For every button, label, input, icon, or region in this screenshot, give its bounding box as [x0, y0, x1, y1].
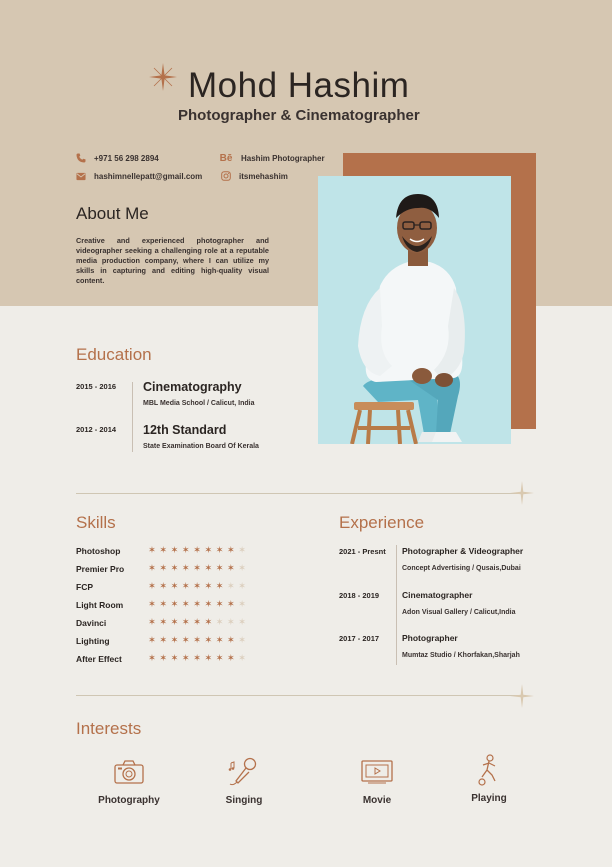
skill-rating [148, 564, 246, 574]
star-empty-icon: ✶ [238, 563, 247, 574]
experience-years: 2017 - 2017 [339, 634, 380, 643]
star-filled-icon: ✶ [193, 653, 202, 664]
star-filled-icon: ✶ [170, 635, 179, 646]
experience-heading: Experience [339, 513, 425, 532]
star-filled-icon: ✶ [181, 581, 190, 592]
education-place: MBL Media School / Calicut, India [143, 400, 255, 407]
star-empty-icon: ✶ [238, 635, 247, 646]
star-filled-icon: ✶ [170, 599, 179, 610]
experience-place: Adon Visual Gallery / Calicut,India [402, 609, 516, 616]
contact-instagram[interactable] [221, 171, 288, 181]
star-filled-icon: ✶ [226, 545, 235, 556]
education-place: State Examination Board Of Kerala [143, 443, 259, 450]
skill-rating [148, 654, 246, 664]
star-filled-icon: ✶ [148, 653, 156, 664]
star-empty-icon: ✶ [238, 653, 247, 664]
experience-title: Photographer & Videographer [402, 546, 524, 556]
star-filled-icon: ✶ [193, 617, 202, 628]
instagram-icon [221, 171, 231, 181]
education-title: Cinematography [143, 380, 242, 394]
education-heading: Education [76, 345, 152, 364]
star-empty-icon: ✶ [238, 545, 247, 556]
star-filled-icon: ✶ [193, 599, 202, 610]
skills-heading: Skills [76, 513, 116, 532]
star-filled-icon: ✶ [159, 617, 168, 628]
star-filled-icon: ✶ [215, 635, 224, 646]
star-filled-icon: ✶ [148, 545, 156, 556]
skill-rating [148, 582, 246, 592]
skill-rating [148, 600, 246, 610]
skill-name: After Effect [76, 654, 122, 664]
camera-icon [112, 755, 146, 789]
interest-label: Singing [225, 795, 263, 806]
skill-name: FCP [76, 582, 93, 592]
star-filled-icon: ✶ [148, 635, 156, 646]
experience-timeline-line [396, 545, 397, 665]
film-icon [360, 755, 394, 789]
star-filled-icon: ✶ [204, 653, 213, 664]
section-divider [76, 493, 526, 494]
star-filled-icon: ✶ [181, 563, 190, 574]
contact-phone[interactable] [76, 153, 159, 163]
star-filled-icon: ✶ [170, 581, 179, 592]
section-divider [76, 695, 526, 696]
behance-handle: Hashim Photographer [241, 153, 325, 163]
star-filled-icon: ✶ [193, 545, 202, 556]
football-player-icon [472, 753, 506, 787]
star-filled-icon: ✶ [204, 599, 213, 610]
interest-label: Movie [362, 795, 392, 806]
phone-icon [76, 153, 86, 163]
star-filled-icon: ✶ [159, 563, 168, 574]
phone-number: +971 56 298 2894 [94, 153, 159, 163]
star-filled-icon: ✶ [215, 563, 224, 574]
star-filled-icon: ✶ [170, 653, 179, 664]
sparkle-icon [148, 62, 178, 92]
skill-rating [148, 636, 246, 646]
star-filled-icon: ✶ [204, 545, 213, 556]
instagram-handle: itsmehashim [239, 171, 288, 181]
star-filled-icon: ✶ [159, 635, 168, 646]
star-filled-icon: ✶ [159, 599, 168, 610]
star-filled-icon: ✶ [193, 635, 202, 646]
star-empty-icon: ✶ [226, 617, 235, 628]
interest-movie [332, 755, 422, 806]
behance-icon: Bē [219, 152, 233, 164]
skill-name: Light Room [76, 600, 124, 610]
star-filled-icon: ✶ [204, 617, 213, 628]
star-empty-icon: ✶ [226, 581, 235, 592]
interests-heading: Interests [76, 719, 142, 738]
profile-photo [318, 176, 511, 444]
email-address: hashimnellepatt@gmail.com [94, 171, 203, 181]
interest-singing [199, 755, 289, 806]
star-filled-icon: ✶ [181, 653, 190, 664]
star-filled-icon: ✶ [181, 545, 190, 556]
star-empty-icon: ✶ [238, 581, 247, 592]
star-filled-icon: ✶ [226, 653, 235, 664]
star-filled-icon: ✶ [159, 653, 168, 664]
interest-label: Playing [471, 793, 507, 804]
person-name: Mohd Hashim [188, 66, 410, 105]
skill-name: Photoshop [76, 546, 121, 556]
experience-title: Cinematographer [402, 590, 473, 600]
star-filled-icon: ✶ [170, 617, 179, 628]
experience-years: 2018 - 2019 [339, 591, 380, 600]
education-years: 2012 - 2014 [76, 425, 117, 434]
job-title: Photographer & Cinematographer [178, 107, 420, 124]
envelope-icon [76, 171, 86, 181]
star-filled-icon: ✶ [226, 599, 235, 610]
star-filled-icon: ✶ [226, 563, 235, 574]
star-filled-icon: ✶ [148, 599, 156, 610]
about-text: Creative and experienced photographer and videographer seeking a challenging role at a reputable media production company, where I can utilize my skills in capturing and editing high-quality visual content. [76, 236, 269, 285]
skill-rating [148, 618, 246, 628]
education-timeline-line [132, 382, 133, 452]
about-heading: About Me [76, 204, 149, 223]
contact-behance[interactable] [219, 153, 325, 163]
star-filled-icon: ✶ [193, 581, 202, 592]
star-filled-icon: ✶ [215, 599, 224, 610]
sparkle-icon [509, 683, 535, 709]
star-filled-icon: ✶ [181, 599, 190, 610]
education-title: 12th Standard [143, 423, 227, 437]
interest-label: Photography [98, 795, 160, 806]
star-empty-icon: ✶ [215, 617, 224, 628]
star-filled-icon: ✶ [148, 563, 156, 574]
experience-place: Concept Advertising / Qusais,Dubai [402, 565, 521, 572]
star-filled-icon: ✶ [215, 653, 224, 664]
microphone-icon [227, 755, 261, 789]
star-filled-icon: ✶ [159, 545, 168, 556]
star-filled-icon: ✶ [148, 581, 156, 592]
skill-name: Lighting [76, 636, 110, 646]
star-filled-icon: ✶ [204, 563, 213, 574]
education-years: 2015 - 2016 [76, 382, 117, 391]
star-filled-icon: ✶ [226, 635, 235, 646]
star-filled-icon: ✶ [181, 635, 190, 646]
experience-title: Photographer [402, 633, 458, 643]
star-filled-icon: ✶ [159, 581, 168, 592]
contact-email[interactable] [76, 171, 202, 181]
star-filled-icon: ✶ [170, 563, 179, 574]
sparkle-icon [509, 480, 535, 506]
experience-years: 2021 - Presnt [339, 547, 386, 556]
star-filled-icon: ✶ [181, 617, 190, 628]
star-filled-icon: ✶ [215, 545, 224, 556]
star-filled-icon: ✶ [170, 545, 179, 556]
star-filled-icon: ✶ [148, 617, 156, 628]
interest-playing [444, 753, 534, 804]
star-empty-icon: ✶ [238, 617, 247, 628]
star-filled-icon: ✶ [204, 635, 213, 646]
star-filled-icon: ✶ [193, 563, 202, 574]
star-filled-icon: ✶ [215, 581, 224, 592]
interest-photography [84, 755, 174, 806]
star-empty-icon: ✶ [238, 599, 247, 610]
experience-place: Mumtaz Studio / Khorfakan,Sharjah [402, 652, 520, 659]
skill-name: Premier Pro [76, 564, 125, 574]
star-filled-icon: ✶ [204, 581, 213, 592]
skill-name: Davinci [76, 618, 107, 628]
skill-rating [148, 546, 246, 556]
